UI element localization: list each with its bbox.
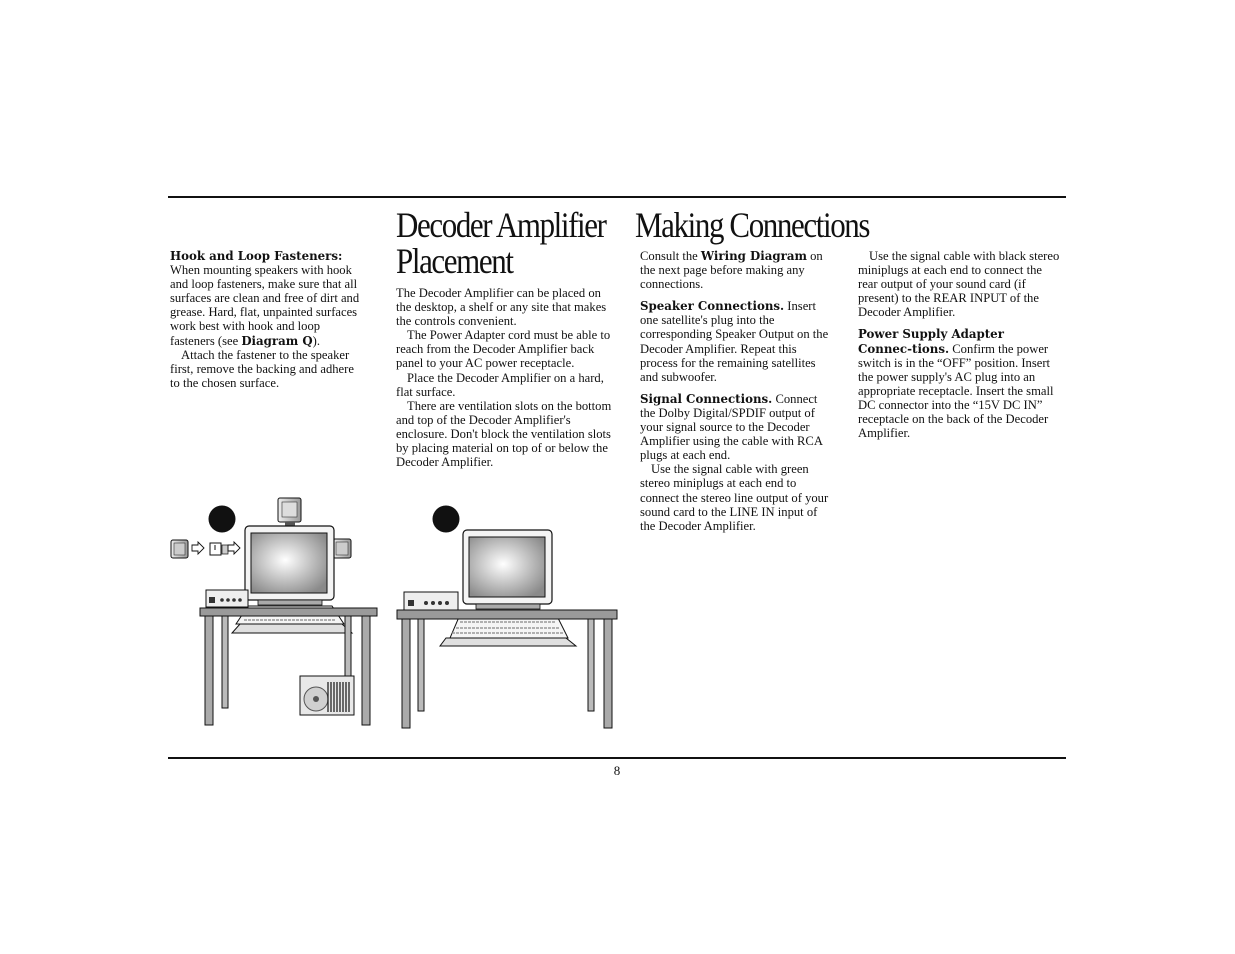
placement-para4: There are ventilation slots on the bottom and top of the Decoder Amplifier's enclosure. Don't block the ventilation slots by placing material on top of or below the Decoder Amplifier. [396, 398, 612, 470]
hook-loop-heading: Hook and Loop Fasteners: [170, 249, 343, 263]
top-rule [168, 196, 1066, 198]
power-supply-text: Confirm the power switch is in the “OFF” position. Insert the power supply's AC plug into an appropriate receptacle. Insert the small DC connector into the “15V DC IN” receptacle on the back of the Decoder Amplifier. [858, 341, 1054, 441]
decoder-amplifier [404, 592, 458, 610]
hook-loop-para2: Attach the fastener to the speaker first, remove the backing and adhere to the chosen surface. [170, 347, 354, 390]
placement-para3: Place the Decoder Amplifier on a hard, flat surface. [396, 370, 604, 399]
right-speaker [333, 539, 351, 558]
placement-para1: The Decoder Amplifier can be placed on the desktop, a shelf or any site that makes the controls convenient. [396, 286, 607, 329]
decoder-amplifier [206, 590, 248, 607]
placement-para2: The Power Adapter cord must be able to reach from the Decoder Amplifier back panel to your AC power receptacle. [396, 328, 611, 371]
diagram-marker-dot [209, 506, 236, 533]
top-speaker [278, 498, 301, 526]
speaker-connections-heading: Speaker Connections. [640, 299, 785, 314]
placement-title-line1: Decoder Amplifier [396, 205, 606, 245]
monitor [463, 530, 552, 609]
signal-connections-heading: Signal Connections. [640, 391, 773, 406]
placement-diagram-2 [390, 490, 625, 735]
black-cable-text: Use the signal cable with black stereo miniplugs at each end to connect the rear output of your sound card (if present) to the REAR INPUT of the Decoder Amplifier. [858, 249, 1060, 320]
fastener-sequence-icon [171, 540, 240, 558]
diagram-marker-dot [433, 506, 460, 533]
monitor [245, 526, 334, 605]
bottom-rule [168, 757, 1066, 759]
wiring-diagram-ref: Wiring Diagram [700, 249, 807, 263]
placement-diagram-1 [160, 490, 390, 735]
signal-connections-text: Connect the Dolby Digital/SPDIF output of your signal source to the Decoder Amplifier using the cable with RCA plugs at each end. [640, 391, 823, 463]
hook-loop-section [170, 249, 362, 390]
speaker-connections-text: Insert one satellite's plug into the corresponding Speaker Output on the Decoder Amplifier. Repeat this process for the remaining satellites and subwoofer. [640, 299, 829, 384]
connections-title: Making Connections [635, 205, 870, 245]
subwoofer [300, 676, 354, 715]
hook-loop-para1: When mounting speakers with hook and loop fasteners, make sure that all surfaces are clean and free of dirt and grease. Hard, flat, unpainted surfaces work best with hook and loop fasteners (see [170, 263, 360, 348]
intro-post: on the next page before making any connections. [640, 249, 823, 292]
placement-title [396, 207, 606, 279]
green-cable-text: Use the signal cable with green stereo miniplugs at each end to connect the stereo line output of your sound card to the LINE IN input of the Decoder Amplifier. [640, 462, 829, 533]
hook-loop-para1-end: ). [312, 333, 321, 348]
connections-col1 [640, 249, 834, 533]
diagram-ref: Diagram Q [241, 333, 313, 348]
power-supply-heading: Power Supply Adapter Connec-tions. [858, 327, 1004, 356]
intro-pre: Consult the [640, 249, 701, 263]
placement-title-line2: Placement [396, 241, 513, 281]
connections-col2 [858, 249, 1060, 440]
placement-body [396, 286, 614, 469]
page-number: 8 [613, 763, 621, 778]
